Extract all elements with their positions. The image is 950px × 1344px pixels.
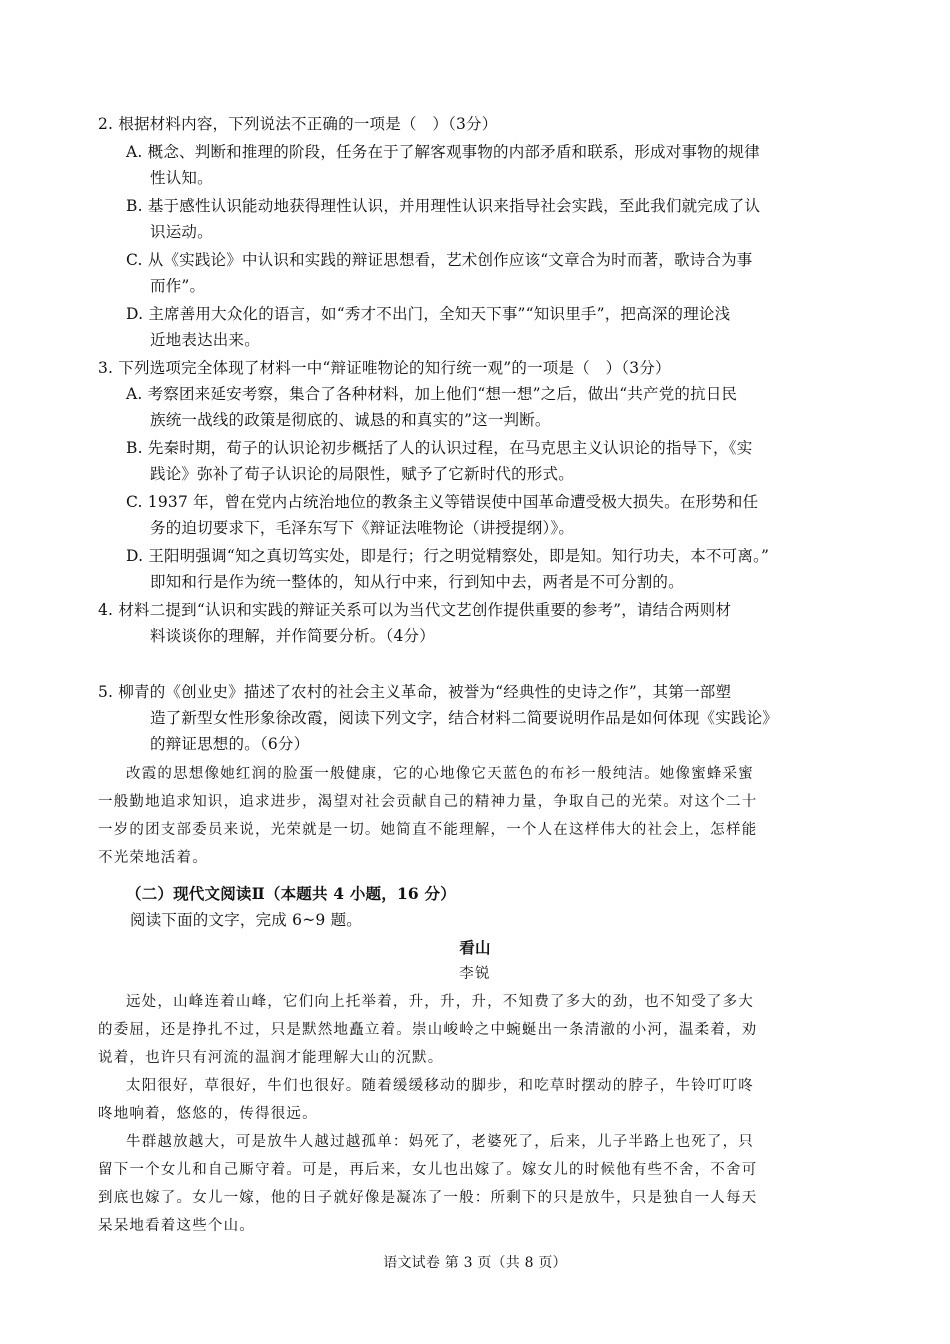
story-line: 牛群越放越大，可是放牛人越过越孤单：妈死了，老婆死了，后来，儿子半路上也死了，只 <box>126 1134 754 1150</box>
q2-option-d-cont: 近地表达出来。 <box>150 331 260 349</box>
q5-stem-cont-2: 的辩证思想的。（6分） <box>150 735 310 753</box>
story-line: 远处，山峰连着山峰，它们向上托举着，升，升，升，不知费了多大的劲，也不知受了多大 <box>126 994 754 1010</box>
story-line: 说着，也许只有河流的温润才能理解大山的沉默。 <box>98 1050 444 1066</box>
q5-excerpt-line: 一般勤地追求知识，追求进步，渴望对社会贡献自己的精神力量，争取自己的光荣。对这个二十 <box>98 794 758 810</box>
q3-option-d-cont: 即知和行是作为统一整体的，知从行中来，行到知中去，两者是不可分割的。 <box>150 573 684 591</box>
q2-option-b-cont: 识运动。 <box>150 223 213 241</box>
story-line: 留下一个女儿和自己厮守着。可是，再后来，女儿也出嫁了。嫁女儿的时候他有些不舍，不舍可 <box>98 1162 758 1178</box>
q3-option-c: C. 1937 年，曾在党内占统治地位的教条主义等错误使中国革命遭受极大损失。在形势和任 <box>126 493 759 511</box>
section-heading: （二）现代文阅读Ⅱ（本题共 4 小题，16 分） <box>126 884 456 903</box>
story-author: 李锐 <box>459 966 491 982</box>
q3-option-a-cont: 族统一战线的政策是彻底的、诚恳的和真实的”这一判断。 <box>150 411 551 429</box>
story-line: 到底也嫁了。女儿一嫁，他的日子就好像是凝冻了一般：所剩下的只是放牛，只是独自一人每天 <box>98 1190 758 1206</box>
q3-option-b: B. 先秦时期，荀子的认识论初步概括了人的认识过程，在马克思主义认识论的指导下，《实 <box>126 439 753 457</box>
q4-stem-cont: 料谈谈你的理解，并作简要分析。（4分） <box>150 627 435 645</box>
q5-stem-cont-1: 造了新型女性形象徐改霞，阅读下列文字，结合材料二简要说明作品是如何体现《实践论》 <box>150 709 779 727</box>
section-instruction: 阅读下面的文字，完成 6~9 题。 <box>130 911 362 929</box>
q3-option-c-cont: 务的迫切要求下，毛泽东写下《辩证法唯物论（讲授提纲）》。 <box>150 519 575 537</box>
q5-stem: 5. 柳青的《创业史》描述了农村的社会主义革命，被誉为“经典性的史诗之作”，其第一部塑 <box>98 683 732 701</box>
story-line: 呆呆地看着这些个山。 <box>98 1218 255 1234</box>
q2-option-d: D. 主席善用大众化的语言，如“秀才不出门，全知天下事”“知识里手”，把高深的理论浅 <box>126 305 731 323</box>
q3-option-b-cont: 践论》弥补了荀子认识论的局限性，赋予了它新时代的形式。 <box>150 465 574 483</box>
page-footer: 语文试卷 第 3 页（共 8 页） <box>383 1255 567 1271</box>
q2-option-a: A. 概念、判断和推理的阶段，任务在于了解客观事物的内部矛盾和联系，形成对事物的规律 <box>126 143 760 161</box>
story-line: 的委屈，还是挣扎不过，只是默然地矗立着。崇山峻岭之中蜿蜒出一条清澈的小河，温柔着，劝 <box>98 1022 758 1038</box>
q2-stem: 2. 根据材料内容，下列说法不正确的一项是（ ）（3分） <box>98 115 498 133</box>
q3-option-a: A. 考察团来延安考察，集合了各种材料，加上他们“想一想”之后，做出“共产党的抗日民 <box>126 385 738 403</box>
q2-option-c-cont: 而作”。 <box>150 277 206 295</box>
q2-option-a-cont: 性认知。 <box>150 169 213 187</box>
q5-excerpt-line: 一岁的团支部委员来说，光荣就是一切。她简直不能理解，一个人在这样伟大的社会上，怎样能 <box>98 822 758 838</box>
story-line: 太阳很好，草很好，牛们也很好。随着缓缓移动的脚步，和吃草时摆动的脖子，牛铃叮叮咚 <box>126 1078 754 1094</box>
q3-stem: 3. 下列选项完全体现了材料一中“辩证唯物论的知行统一观”的一项是（ ）（3分） <box>98 359 671 377</box>
q2-option-b: B. 基于感性认识能动地获得理性认识，并用理性认识来指导社会实践，至此我们就完成了认 <box>126 197 761 215</box>
q2-option-c: C. 从《实践论》中认识和实践的辩证思想看，艺术创作应该“文章合为时而著，歌诗合为事 <box>126 251 753 269</box>
story-line: 咚地响着，悠悠的，传得很远。 <box>98 1106 318 1122</box>
story-title: 看山 <box>459 938 491 957</box>
q3-option-d: D. 王阳明强调“知之真切笃实处，即是行；行之明觉精察处，即是知。知行功夫，本不可离。” <box>126 547 770 565</box>
q5-excerpt-line: 改霞的思想像她红润的脸蛋一般健康，它的心地像它天蓝色的布衫一般纯洁。她像蜜蜂采蜜 <box>126 766 754 782</box>
q4-stem: 4. 材料二提到“认识和实践的辩证关系可以为当代文艺创作提供重要的参考”，请结合两则材 <box>98 601 732 619</box>
q5-excerpt-line: 不光荣地活着。 <box>98 850 208 866</box>
